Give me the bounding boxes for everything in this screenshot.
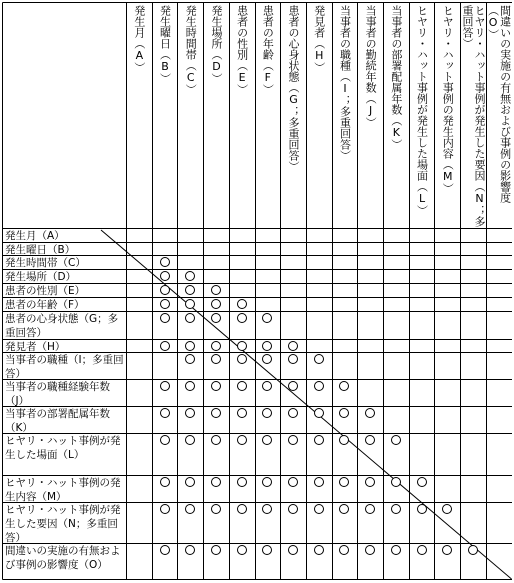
circle-mark — [211, 285, 221, 295]
circle-mark — [160, 504, 170, 514]
column-header — [255, 2, 281, 228]
row-header: 発生曜日（B） — [5, 244, 76, 255]
column-header — [409, 2, 435, 228]
row-header: 患者の年齢（F） — [5, 299, 85, 311]
circle-mark — [391, 545, 401, 555]
column-header-label: 当事者の職種（I；多重回答） — [338, 5, 352, 161]
circle-mark — [288, 354, 298, 364]
circle-mark — [160, 299, 170, 309]
column-header — [460, 2, 486, 228]
circle-mark — [417, 504, 427, 514]
row-header: ヒヤリ・ハット事例が発生した要因（N；多重回答） — [5, 504, 121, 543]
circle-mark — [211, 299, 221, 309]
circle-mark — [160, 545, 170, 555]
column-header-label: 患者の性別（E） — [235, 5, 249, 95]
column-header — [126, 2, 152, 228]
circle-mark — [237, 354, 247, 364]
row-header: 当事者の職種経験年数（J） — [5, 381, 110, 406]
column-header — [203, 2, 229, 228]
circle-mark — [211, 545, 221, 555]
column-header-label: ヒヤリ・ハット事例が発生した要因（N；多重回答） — [460, 5, 486, 227]
circle-mark — [237, 313, 247, 323]
circle-mark — [160, 435, 170, 445]
circle-mark — [211, 341, 221, 351]
row-header: 当事者の部署配属年数（K） — [5, 408, 110, 433]
row-header: 当事者の職種（I；多重回答） — [5, 354, 124, 379]
column-header-label: 患者の心身状態（G；多重回答） — [287, 5, 301, 172]
circle-mark — [314, 435, 324, 445]
circle-mark — [211, 354, 221, 364]
row-header: 患者の心身状態（G；多重回答） — [5, 313, 119, 339]
circle-mark — [237, 504, 247, 514]
column-header-label: 間違いの実施の有無および事例の影響度（O） — [486, 5, 512, 203]
column-header — [306, 2, 332, 228]
circle-mark — [160, 408, 170, 418]
circle-mark — [314, 354, 324, 364]
circle-mark — [391, 477, 401, 487]
circle-mark — [211, 477, 221, 487]
circle-mark — [160, 341, 170, 351]
row-header: 発生月（A） — [5, 230, 65, 242]
column-header-label: ヒヤリ・ハット事例が発生した場面（L） — [415, 5, 429, 216]
column-header-label: 当事者の部署配属年数（K） — [389, 5, 403, 150]
column-header — [486, 2, 512, 228]
column-header-label: 当事者の勤続年数（J） — [364, 5, 378, 128]
circle-mark — [237, 299, 247, 309]
circle-mark — [160, 381, 170, 391]
circle-mark — [288, 545, 298, 555]
circle-mark — [468, 545, 478, 555]
circle-mark — [237, 408, 247, 418]
circle-mark — [211, 435, 221, 445]
column-header — [357, 2, 383, 228]
circle-mark — [417, 545, 427, 555]
circle-mark — [160, 257, 170, 267]
column-header-label: 患者の年齢（F） — [261, 5, 275, 95]
row-header: 間違いの実施の有無および事例の影響度（O） — [5, 545, 121, 571]
circle-mark — [160, 271, 170, 281]
circle-mark — [211, 408, 221, 418]
circle-mark — [211, 381, 221, 391]
circle-mark — [160, 285, 170, 295]
column-header-label: 発生曜日（B） — [158, 5, 172, 84]
circle-mark — [237, 341, 247, 351]
row-header: 発生場所（D） — [5, 271, 77, 283]
circle-mark — [417, 477, 427, 487]
column-header — [177, 2, 203, 228]
circle-mark — [160, 313, 170, 323]
column-header-label: 発生時間帯（C） — [184, 5, 198, 95]
column-header — [229, 2, 255, 228]
row-header: ヒヤリ・ハット事例の発生内容（M） — [5, 477, 121, 502]
circle-mark — [288, 408, 298, 418]
circle-mark — [314, 545, 324, 555]
circle-mark — [391, 435, 401, 445]
column-header-label: 発見者（H） — [312, 5, 326, 73]
circle-mark — [211, 504, 221, 514]
row-header: 患者の性別（E） — [5, 285, 86, 297]
column-header-label: 発生場所（D） — [209, 5, 223, 84]
circle-mark — [391, 504, 401, 514]
circle-mark — [288, 477, 298, 487]
column-header — [280, 2, 306, 228]
circle-mark — [314, 408, 324, 418]
circle-mark — [160, 477, 170, 487]
column-header — [332, 2, 358, 228]
row-header: 発生時間帯（C） — [5, 257, 86, 269]
circle-mark — [314, 381, 324, 391]
circle-mark — [288, 435, 298, 445]
circle-mark — [314, 504, 324, 514]
column-header — [383, 2, 409, 228]
column-header — [152, 2, 178, 228]
row-header: 発見者（H） — [5, 341, 66, 352]
column-header-label: ヒヤリ・ハット事例の発生内容（M） — [441, 5, 455, 194]
circle-mark — [237, 477, 247, 487]
row-header: ヒヤリ・ハット事例が発生した場面（L） — [5, 435, 121, 461]
column-header-label: 発生月（A） — [132, 5, 146, 73]
circle-mark — [288, 381, 298, 391]
circle-mark — [288, 504, 298, 514]
circle-mark — [237, 381, 247, 391]
cross-tabulation-table — [2, 2, 512, 581]
column-header — [434, 2, 460, 228]
circle-mark — [314, 477, 324, 487]
circle-mark — [237, 435, 247, 445]
circle-mark — [211, 313, 221, 323]
circle-mark — [237, 545, 247, 555]
circle-mark — [288, 341, 298, 351]
